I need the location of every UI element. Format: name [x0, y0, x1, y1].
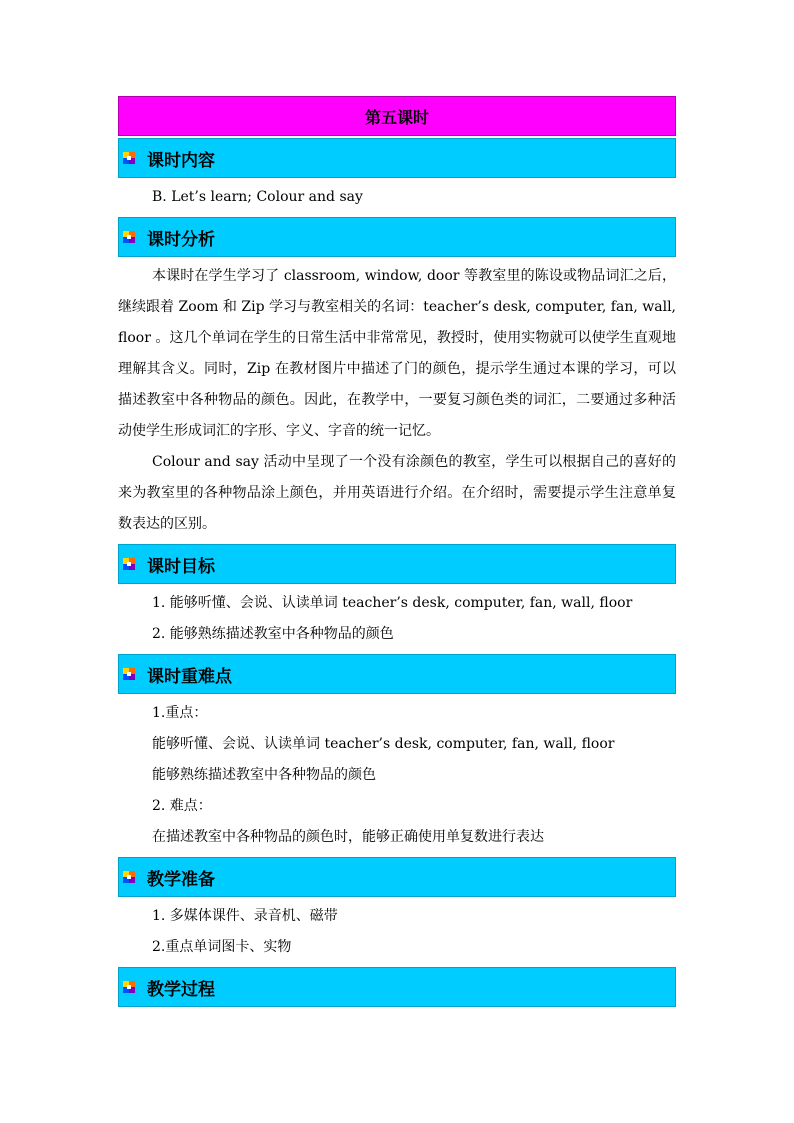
section-heading: 教学过程	[147, 979, 215, 1000]
section-heading: 课时分析	[147, 229, 215, 250]
section-heading: 课时目标	[147, 556, 215, 577]
section-header-keypoints	[118, 654, 676, 694]
page-title: 第五课时	[118, 96, 676, 136]
prep-line: 2.重点单词图卡、实物	[152, 939, 292, 955]
goal-line: 2. 能够熟练描述教室中各种物品的颜色	[152, 626, 394, 642]
bullet-icon	[123, 871, 135, 883]
bullet-icon	[123, 558, 135, 570]
section-body-keypoints	[118, 694, 676, 857]
section-header-content	[118, 138, 676, 178]
keypoint-line: 能够听懂、会说、认读单词 teacher’s desk, computer, fan, wall, floor	[152, 736, 615, 752]
section-header-analysis	[118, 217, 676, 257]
goal-line: 1. 能够听懂、会说、认读单词 teacher’s desk, computer, fan, wall, floor	[152, 595, 633, 611]
section-heading: 课时重难点	[147, 666, 232, 687]
section-body-prep	[118, 897, 676, 967]
section-body-analysis	[118, 257, 676, 544]
lesson-plan	[118, 96, 676, 1007]
bullet-icon	[123, 231, 135, 243]
section-header-goals	[118, 544, 676, 584]
section-heading: 课时内容	[147, 150, 215, 171]
analysis-paragraph: 本课时在学生学习了 classroom, window, door 等教室里的陈设或物品词汇之后，继续跟着 Zoom 和 Zip 学习与教室相关的名词：teacher’s desk, computer, fan, wall, floor 。这几个单词在学生的日常生活中非常常见，教授时，使用实物就可以使学生直观地理解其含义。同时，Zip 在教材图片中描述了门的颜色，提示学生通过本课的学习，可以描述教室中各种物品的颜色。因此，在教学中，一要复习颜色类的词汇，二要通过多种活动使学生形成词汇的字形、字义、字音的统一记忆。	[118, 268, 676, 439]
keypoint-line: 能够熟练描述教室中各种物品的颜色	[152, 767, 376, 783]
bullet-icon	[123, 981, 135, 993]
section-heading: 教学准备	[147, 869, 215, 890]
section-body-goals	[118, 584, 676, 654]
section-header-prep	[118, 857, 676, 897]
keypoint-line: 2. 难点：	[152, 798, 212, 814]
analysis-paragraph: Colour and say 活动中呈现了一个没有涂颜色的教室，学生可以根据自己的喜好的来为教室里的各种物品涂上颜色，并用英语进行介绍。在介绍时，需要提示学生注意单复数表达的区别。	[118, 454, 676, 532]
bullet-icon	[123, 668, 135, 680]
section-body-content	[118, 178, 676, 217]
keypoint-line: 1.重点：	[152, 705, 208, 721]
prep-line: 1. 多媒体课件、录音机、磁带	[152, 908, 338, 924]
section-header-process	[118, 967, 676, 1007]
keypoint-line: 在描述教室中各种物品的颜色时，能够正确使用单复数进行表达	[152, 829, 544, 845]
content-line: B. Let’s learn; Colour and say	[152, 189, 363, 205]
bullet-icon	[123, 152, 135, 164]
